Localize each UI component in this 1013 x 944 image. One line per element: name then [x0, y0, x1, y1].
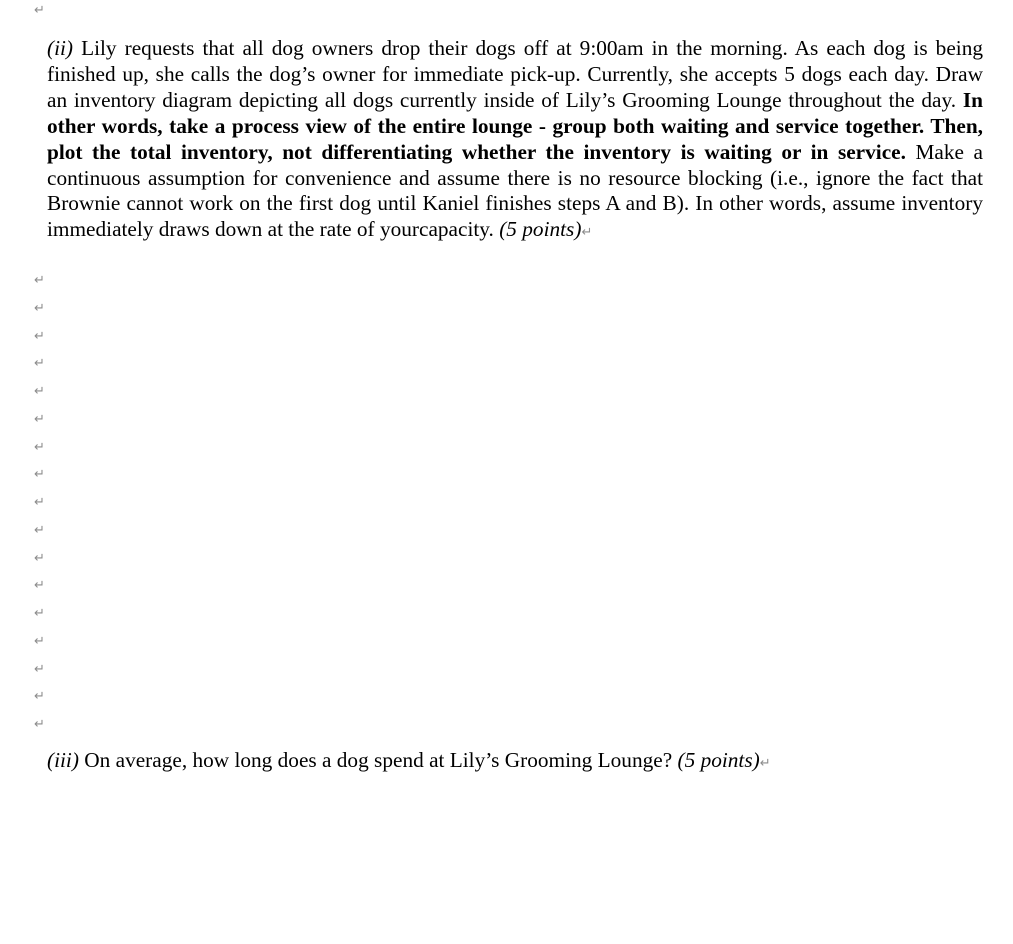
paragraph-mark: ↵ [34, 356, 45, 371]
paragraph-mark: ↵ [34, 606, 45, 621]
paragraph-mark: ↵ [34, 301, 45, 316]
paragraph-mark: ↵ [34, 495, 45, 510]
question-text: On average, how long does a dog spend at Lily’s Grooming Lounge? [78, 748, 678, 772]
points-label: (5 points) [677, 748, 760, 772]
paragraph-mark: ↵ [34, 273, 45, 288]
question-text: Lily requests that all dog owners drop their dogs off at 9:00am in the morning. As each dog is being finished up, she calls the dog’s owner for immediate pick-up. Currently, she accepts 5 dogs each day. Draw an inventory diagram depicting all dogs currently inside of Lily’s Grooming Lounge throughout the day. [47, 36, 983, 112]
paragraph-mark: ↵ [34, 384, 45, 399]
paragraph-mark: ↵ [34, 467, 45, 482]
question-part-iii [47, 748, 983, 777]
paragraph-mark: ↵ [34, 523, 45, 538]
paragraph-mark: ↵ [34, 634, 45, 649]
paragraph-mark: ↵ [34, 3, 45, 18]
paragraph-mark: ↵ [34, 662, 45, 677]
paragraph-mark: ↵ [34, 689, 45, 704]
paragraph-mark: ↵ [759, 756, 771, 771]
paragraph-mark: ↵ [34, 551, 45, 566]
points-label: (5 points) [499, 217, 582, 242]
part-number: (ii) [47, 36, 74, 60]
paragraph-mark: ↵ [34, 329, 45, 344]
question-part-ii [47, 36, 983, 246]
paragraph-mark: ↵ [34, 578, 45, 593]
question-text: Make a continuous assumption for convenience and assume there is no resource blocking (i.e., ignore the fact that Brownie cannot work on the first dog until Kaniel finishes steps A and B). In other words, assume inventory immediately draws down at the rate of yourcapacity. [47, 139, 983, 242]
paragraph-mark: ↵ [34, 440, 45, 455]
paragraph-mark: ↵ [34, 412, 45, 427]
paragraph-mark: ↵ [581, 225, 593, 241]
part-number: (iii) [47, 748, 79, 772]
paragraph-mark: ↵ [34, 717, 45, 732]
question-bold-text: In other words, take a process view of the entire lounge - group both waiting and service together. Then, plot the total inventory, not differentiating whether the inventory is waiting or in service. [47, 87, 983, 164]
